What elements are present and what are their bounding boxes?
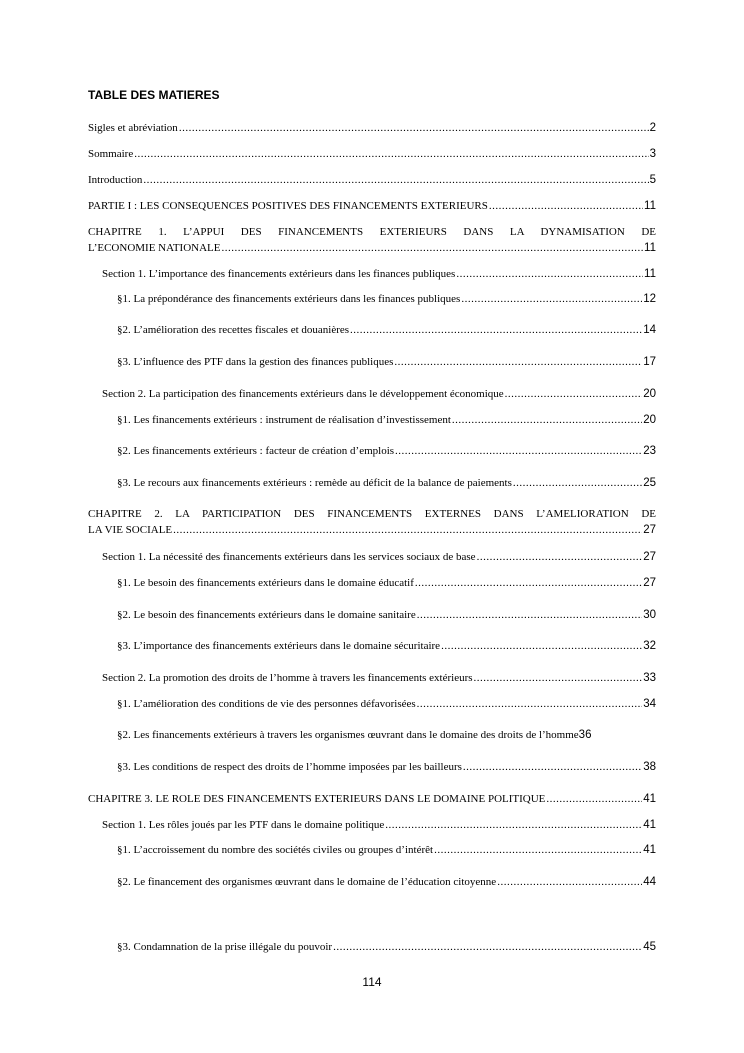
toc-page-number: 23 (643, 445, 656, 457)
toc-entry-label-line2: LA VIE SOCIALE (88, 524, 173, 536)
toc-entry-ch2-s2-p3[interactable] (117, 759, 656, 775)
toc-page-number: 12 (643, 293, 656, 305)
toc-entry-ch2-section-1[interactable] (102, 549, 656, 565)
toc-entry-label: §2. Les financements extérieurs : facteur de création d’emplois (117, 445, 395, 457)
toc-page-number: 11 (644, 268, 656, 280)
toc-page-number: 33 (643, 672, 656, 684)
toc-entry-chapitre-2[interactable] (88, 506, 656, 538)
dot-leader (463, 759, 642, 775)
toc-entry-label: §2. Le besoin des financements extérieurs dans le domaine sanitaire (117, 609, 416, 621)
toc-entry-ch1-section-1[interactable] (102, 266, 656, 282)
dot-leader (513, 475, 642, 491)
toc-page-number: 20 (643, 414, 656, 426)
toc-entry-label-line1: CHAPITRE 1. L’APPUI DES FINANCEMENTS EXTERIEURS DANS LA DYNAMISATION DE (88, 226, 656, 238)
toc-entry-ch3-section-1[interactable] (102, 817, 656, 833)
toc-entry-ch1-s1-p3[interactable] (117, 354, 656, 370)
toc-entry-label: §1. L’accroissement du nombre des sociétés civiles ou groupes d’intérêt (117, 844, 434, 856)
dot-leader (441, 638, 642, 654)
dot-leader (173, 522, 642, 538)
toc-page-number: 3 (649, 148, 656, 160)
dot-leader (505, 386, 643, 402)
toc-page-number: 2 (649, 122, 656, 134)
dot-leader (134, 146, 648, 162)
dot-leader (477, 549, 643, 565)
dot-leader (456, 266, 643, 282)
toc-page-number: 20 (643, 388, 656, 400)
toc-entry-ch3-s1-p3[interactable] (117, 939, 656, 955)
toc-entry-label-line1: CHAPITRE 2. LA PARTICIPATION DES FINANCEMENTS EXTERNES DANS L’AMELIORATION DE (88, 508, 656, 520)
page-footer-number: 114 (362, 975, 382, 989)
toc-entry-ch2-s1-p2[interactable] (117, 607, 656, 623)
toc-page-number: 5 (649, 174, 656, 186)
dot-leader (333, 939, 642, 955)
toc-entry-label: §3. Condamnation de la prise illégale du pouvoir (117, 941, 333, 953)
toc-page-number: 41 (643, 819, 656, 831)
toc-entry-chapitre-3[interactable] (88, 791, 656, 807)
toc-page-number: 44 (643, 876, 656, 888)
toc-entry-chapitre-1[interactable] (88, 224, 656, 256)
dot-leader (385, 817, 642, 833)
toc-entry-ch2-section-2[interactable] (102, 670, 656, 686)
dot-leader (395, 443, 642, 459)
dot-leader (452, 412, 642, 428)
toc-entry-label: Section 2. La promotion des droits de l’homme à travers les financements extérieurs (102, 672, 473, 684)
dot-leader (461, 291, 642, 307)
toc-entry-label: Sommaire (88, 148, 134, 160)
toc-entry-ch2-s1-p3[interactable] (117, 638, 656, 654)
dot-leader (222, 240, 644, 256)
toc-page-number: 45 (643, 941, 656, 953)
dot-leader (415, 575, 642, 591)
dot-leader (474, 670, 643, 686)
toc-entry-ch1-s1-p1[interactable] (117, 291, 656, 307)
toc-page-number: 41 (643, 793, 656, 805)
toc-page-number: 30 (643, 609, 656, 621)
toc-entry-label: §1. L’amélioration des conditions de vie des personnes défavorisées (117, 698, 416, 710)
toc-entry-label: Section 1. Les rôles joués par les PTF dans le domaine politique (102, 819, 385, 831)
toc-page-number: 17 (643, 356, 656, 368)
dot-leader (434, 842, 642, 858)
toc-page-number: 41 (643, 844, 656, 856)
toc-entry-partie-1[interactable] (88, 198, 656, 214)
toc-entry-sommaire[interactable] (88, 146, 656, 162)
dot-leader (143, 172, 648, 188)
toc-entry-label: §1. Le besoin des financements extérieurs dans le domaine éducatif (117, 577, 414, 589)
toc-entry-label: Section 1. L’importance des financements extérieurs dans les finances publiques (102, 268, 456, 280)
toc-entry-label: §3. L’importance des financements extérieurs dans le domaine sécuritaire (117, 640, 441, 652)
toc-entry-ch1-section-2[interactable] (102, 386, 656, 402)
toc-page-number: 32 (643, 640, 656, 652)
toc-page-number: 11 (644, 200, 656, 212)
toc-entry-label: §3. L’influence des PTF dans la gestion des finances publiques (117, 356, 394, 368)
toc-entry-ch2-s2-p1[interactable] (117, 696, 656, 712)
toc-entry-label: §2. L’amélioration des recettes fiscales et douanières (117, 324, 350, 336)
dot-leader (417, 607, 642, 623)
toc-entry-introduction[interactable] (88, 172, 656, 188)
toc-heading: TABLE DES MATIERES (88, 88, 220, 102)
toc-page-number: 25 (643, 477, 656, 489)
dot-leader (179, 120, 649, 136)
dot-leader (417, 696, 643, 712)
toc-entry-label: §1. La prépondérance des financements extérieurs dans les finances publiques (117, 293, 461, 305)
toc-entry-label: §3. Le recours aux financements extérieurs : remède au déficit de la balance de paiements (117, 477, 512, 489)
toc-entry-label: PARTIE I : LES CONSEQUENCES POSITIVES DES FINANCEMENTS EXTERIEURS (88, 200, 488, 212)
toc-entry-ch3-s1-p1[interactable] (117, 842, 656, 858)
toc-entry-ch2-s1-p1[interactable] (117, 575, 656, 591)
toc-entry-label: Sigles et abréviation (88, 122, 178, 134)
toc-entry-ch3-s1-p2[interactable] (117, 874, 656, 890)
toc-page-number: 38 (643, 761, 656, 773)
toc-entry-label: §3. Les conditions de respect des droits de l’homme imposées par les bailleurs (117, 761, 462, 773)
toc-page-number: 27 (643, 577, 656, 589)
toc-entry-sigles[interactable] (88, 120, 656, 136)
toc-entry-label: §1. Les financements extérieurs : instrument de réalisation d’investissement (117, 414, 451, 426)
dot-leader (489, 198, 643, 214)
toc-entry-label: §2. Les financements extérieurs à travers les organismes œuvrant dans le domaine des droits de l’homme (117, 729, 579, 741)
toc-entry-label: §2. Le financement des organismes œuvrant dans le domaine de l’éducation citoyenne (117, 876, 497, 888)
toc-entry-label: CHAPITRE 3. LE ROLE DES FINANCEMENTS EXTERIEURS DANS LE DOMAINE POLITIQUE (88, 793, 546, 805)
dot-leader (350, 322, 642, 338)
toc-entry-ch1-s2-p1[interactable] (117, 412, 656, 428)
toc-page-number: 34 (643, 698, 656, 710)
toc-page-number: 27 (643, 551, 656, 563)
toc-entry-ch1-s2-p3[interactable] (117, 475, 656, 491)
toc-entry-ch2-s2-p2[interactable] (117, 727, 656, 743)
toc-page-number: 11 (644, 242, 656, 254)
toc-entry-label: Section 1. La nécessité des financements extérieurs dans les services sociaux de base (102, 551, 476, 563)
dot-leader (497, 874, 642, 890)
toc-entry-ch1-s2-p2[interactable] (117, 443, 656, 459)
toc-entry-label: Introduction (88, 174, 143, 186)
toc-entry-ch1-s1-p2[interactable] (117, 322, 656, 338)
dot-leader (394, 354, 642, 370)
toc-entry-label-line2: L’ECONOMIE NATIONALE (88, 242, 221, 254)
toc-page-number: 27 (643, 524, 656, 536)
toc-page-number: 14 (643, 324, 656, 336)
toc-entry-label: Section 2. La participation des financements extérieurs dans le développement économique (102, 388, 504, 400)
toc-page-number: 36 (578, 729, 592, 741)
dot-leader (546, 791, 642, 807)
